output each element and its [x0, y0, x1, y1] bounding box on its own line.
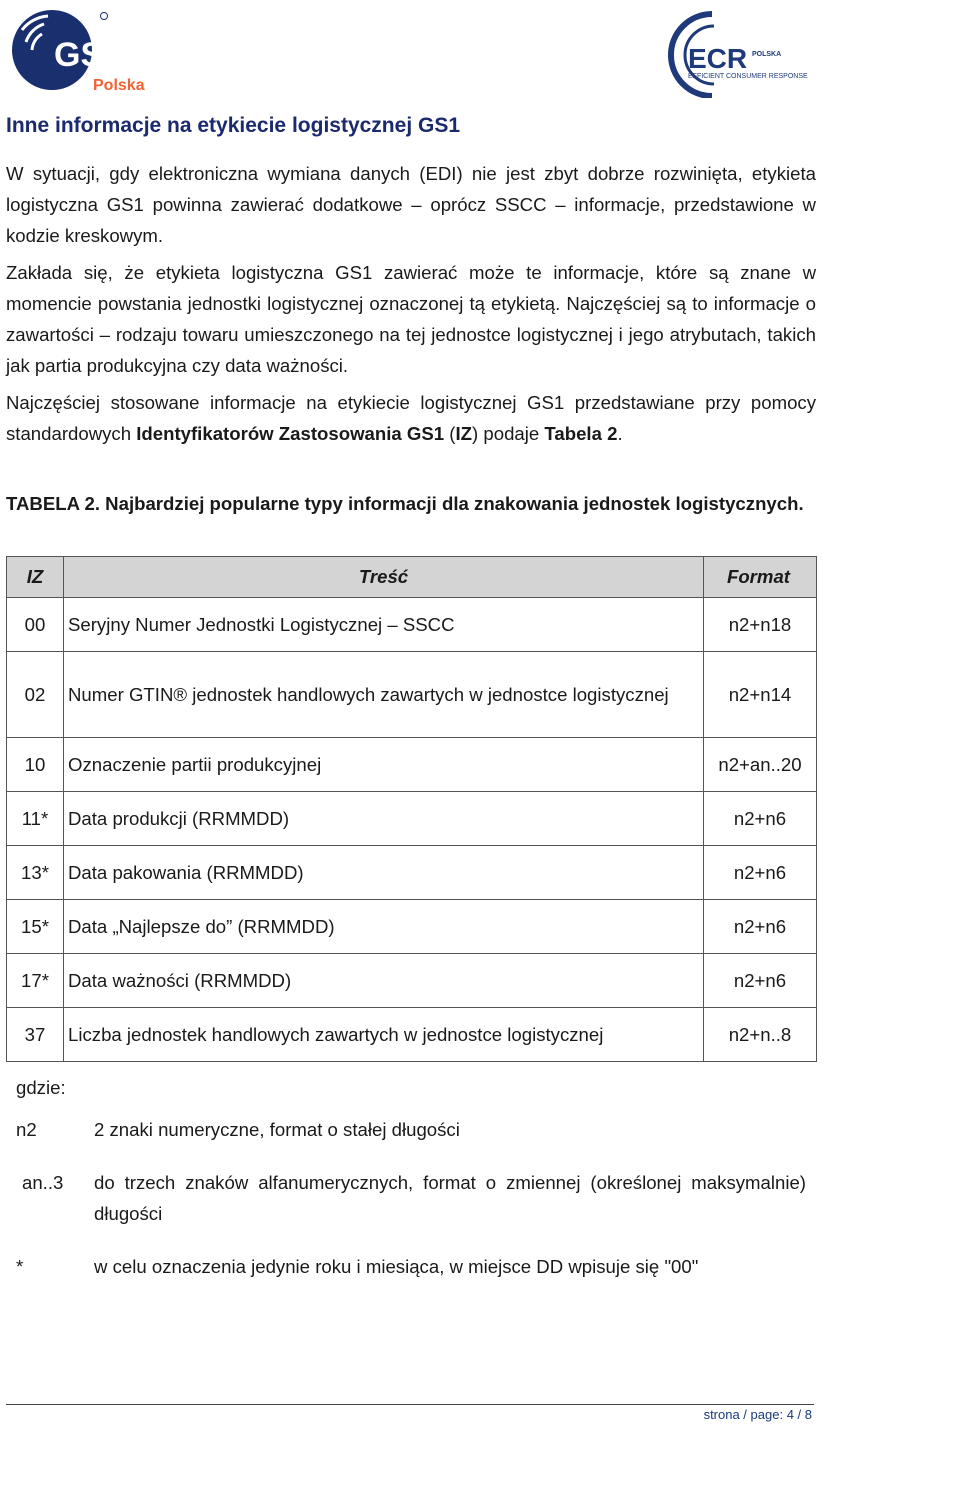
ecr-logo-tagline: EFFICIENT CONSUMER RESPONSE [688, 73, 808, 80]
page-number: strona / page: 4 / 8 [703, 1407, 812, 1422]
legend-key: * [16, 1256, 24, 1277]
row-content: Seryjny Numer Jednostki Logistycznej – SSCC [64, 598, 704, 652]
application-identifiers-table [6, 556, 817, 1062]
table-header-row [7, 557, 817, 598]
header-iz: IZ [7, 557, 64, 598]
ecr-logo-text: ECR [688, 43, 748, 74]
ecr-logo-subtext-1: POLSKA [752, 51, 782, 58]
row-format: n2+n18 [704, 598, 817, 652]
table-row [7, 900, 817, 954]
row-format: n2+an..20 [704, 738, 817, 792]
table-row [7, 846, 817, 900]
row-code: 37 [7, 1008, 64, 1062]
gs1-polska-logo [8, 6, 148, 98]
table-caption: TABELA 2. Najbardziej popularne typy informacji dla znakowania jednostek logistycznych. [6, 493, 804, 514]
row-code: 17* [7, 954, 64, 1008]
row-content: Oznaczenie partii produkcyjnej [64, 738, 704, 792]
current-page: 4 [786, 1407, 794, 1422]
row-format: n2+n6 [704, 846, 817, 900]
table-row [7, 598, 817, 652]
gs1-logo-text: GS1 [54, 36, 123, 74]
legend-value: w celu oznaczenia jedynie roku i miesiąca, w miejsce DD wpisuje się "00" [94, 1256, 699, 1277]
legend-value: do trzech znaków alfanumerycznych, format o zmiennej (określonej maksymalnie) długości [94, 1172, 806, 1224]
header-format: Format [704, 557, 817, 598]
row-content: Data produkcji (RRMMDD) [64, 792, 704, 846]
section-title: Inne informacje na etykiecie logistycznej GS1 [6, 114, 461, 137]
bold-identifiers: Identyfikatorów Zastosowania GS1 [136, 423, 445, 444]
row-code: 10 [7, 738, 64, 792]
legend-key: n2 [16, 1119, 37, 1140]
table-row [7, 652, 817, 738]
row-content: Data „Najlepsze do” (RRMMDD) [64, 900, 704, 954]
header-content: Treść [64, 557, 704, 598]
paragraph-2: Zakłada się, że etykieta logistyczna GS1 zawierać może te informacje, które są znane w momencie powstania jednostki logistycznej oznaczonej tą etykietą. Najczęściej są to informacje o zawartości – rodzaju towaru umieszczonego na tej jednostce logistycznej i jego atrybutach, takich jak partia produkcyjna czy data ważności. [6, 262, 816, 376]
bold-table-ref: Tabela 2 [544, 423, 618, 444]
paragraph-3: Najczęściej stosowane informacje na etykiecie logistycznej GS1 przedstawiane przy pomocy standardowych Identyfikatorów Zastosowania GS1 (IZ) podaje Tabela 2. [6, 392, 816, 444]
row-code: 02 [7, 652, 64, 738]
row-content: Data ważności (RRMMDD) [64, 954, 704, 1008]
legend-key: an..3 [22, 1172, 64, 1193]
table-row [7, 1008, 817, 1062]
row-format: n2+n6 [704, 792, 817, 846]
row-code: 13* [7, 846, 64, 900]
total-pages: 8 [804, 1407, 812, 1422]
table-row [7, 792, 817, 846]
row-format: n2+n6 [704, 900, 817, 954]
row-format: n2+n..8 [704, 1008, 817, 1062]
legend-value: 2 znaki numeryczne, format o stałej długości [94, 1119, 460, 1140]
row-content: Data pakowania (RRMMDD) [64, 846, 704, 900]
row-content: Numer GTIN® jednostek handlowych zawartych w jednostce logistycznej [64, 652, 704, 738]
footer-divider [6, 1404, 814, 1405]
row-format: n2+n6 [704, 954, 817, 1008]
row-content: Liczba jednostek handlowych zawartych w jednostce logistycznej [64, 1008, 704, 1062]
row-format: n2+n14 [704, 652, 817, 738]
row-code: 11* [7, 792, 64, 846]
row-code: 15* [7, 900, 64, 954]
bold-iz: IZ [455, 423, 473, 444]
table-row [7, 738, 817, 792]
paragraph-1: W sytuacji, gdy elektroniczna wymiana danych (EDI) nie jest zbyt dobrze rozwinięta, etykieta logistyczna GS1 powinna zawierać dodatkowe – oprócz SSCC – informacje, przedstawione w kodzie kreskowym. [6, 163, 816, 246]
row-code: 00 [7, 598, 64, 652]
ecr-polska-logo [668, 6, 828, 98]
legend-intro: gdzie: [16, 1077, 66, 1098]
gs1-logo-subtext: Polska [93, 77, 145, 94]
table-row [7, 954, 817, 1008]
